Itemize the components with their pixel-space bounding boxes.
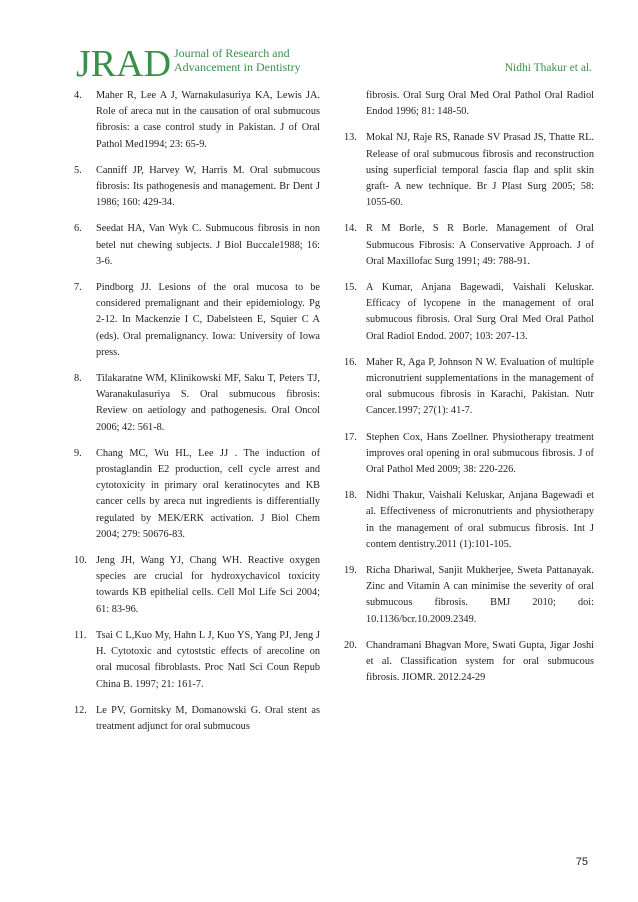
reference-item <box>344 488 594 553</box>
reference-item <box>344 280 594 345</box>
reference-text: Stephen Cox, Hans Zoellner. Physiotherapy treatment improves oral opening in oral submucous fibrosis. J of Oral Pathol Med 2009; 38: 220-226. <box>366 431 594 476</box>
references-right-column <box>344 88 594 697</box>
reference-number: 17. <box>344 431 357 443</box>
reference-number: 7. <box>74 282 82 294</box>
reference-number: 8. <box>74 373 82 385</box>
reference-item <box>344 430 594 479</box>
reference-text: Richa Dhariwal, Sanjit Mukherjee, Sweta Pattanayak. Zinc and Vitamin A can minimise the severity of oral submucous fibrosis. BMJ 2010; doi: 10.1136/bcr.10.2009.2349. <box>366 565 594 625</box>
reference-item <box>74 371 320 436</box>
reference-text: Maher R, Aga P, Johnson N W. Evaluation of multiple micronutrient supplementations in the management of oral submucous fibrosis in Karachi, Pakistan. Nutr Cancer.1997; 27(1): 41-7. <box>366 356 594 417</box>
reference-text: Tsai C L,Kuo My, Hahn L J, Kuo YS, Yang PJ, Jeng J H. Cytotoxic and cytoststic effects of arecoline on oral mucosal fibroblasts. Proc Natl Sci Coun Repub China B. 1997; 21: 161-7. <box>96 629 320 690</box>
reference-item <box>74 703 320 735</box>
journal-name <box>174 46 301 74</box>
journal-header <box>76 44 596 84</box>
reference-number: 9. <box>74 447 82 459</box>
reference-text: Pindborg JJ. Lesions of the oral mucosa to be considered premalignant and their epidemiology. Pg 2-12. In Mackenzie I C, Dabelsteen E, Squier C A (eds). Oral premalignancy. Iowa: University of Iowa press. <box>96 282 320 358</box>
reference-text: Nidhi Thakur, Vaishali Keluskar, Anjana Bagewadi et al. Effectiveness of micronutrients and physiotherapy in the management of oral submucus fibrosis. Int J contem dentistry.2011 (1):101-105. <box>366 490 594 550</box>
page-number: 75 <box>575 856 588 868</box>
reference-item <box>344 130 594 211</box>
reference-item <box>74 163 320 212</box>
reference-item <box>74 628 320 693</box>
journal-name-line-1: Journal of Research and <box>174 46 290 60</box>
reference-item <box>74 280 320 361</box>
reference-number: 18. <box>344 490 357 502</box>
reference-number: 16. <box>344 356 357 368</box>
reference-text: Le PV, Gornitsky M, Domanowski G. Oral stent as treatment adjunct for oral submucous <box>96 704 320 732</box>
reference-number: 10. <box>74 555 87 567</box>
reference-item <box>344 221 594 270</box>
reference-text: Maher R, Lee A J, Warnakulasuriya KA, Lewis JA. Role of areca nut in the causation of oral submucous fibrosis: a case control study in Pakistan. J of Oral Pathol Med1994; 23: 65-9. <box>96 90 320 150</box>
reference-text: Chang MC, Wu HL, Lee JJ . The induction of prostaglandin E2 production, cell cycle arrest and cytotoxicity in primary oral keratinocytes and KB cancer cells by areca nut ingredients is differentially regulated by MEK/ERK activation. J Biol Chem 2004; 279: 50676-83. <box>96 447 320 540</box>
reference-item <box>74 88 320 153</box>
reference-number: 15. <box>344 282 357 294</box>
reference-text: Jeng JH, Wang YJ, Chang WH. Reactive oxygen species are crucial for hydroxychavicol toxicity towards KB epithelial cells. Cell Mol Life Sci 2004; 61: 83-96. <box>96 555 320 615</box>
reference-text: Tilakaratne WM, Klinikowski MF, Saku T, Peters TJ, Waranakulasuriya S. Oral submucous fibrosis: Review on aetiology and pathogenesis. Oral Oncol 2006; 42: 561-8. <box>96 373 320 433</box>
reference-text: Seedat HA, Van Wyk C. Submucous fibrosis in non betel nut chewing subjects. J Biol Buccale1988; 16: 3-6. <box>96 223 320 267</box>
reference-number: 13. <box>344 132 357 144</box>
reference-number: 19. <box>344 565 357 577</box>
reference-text: A Kumar, Anjana Bagewadi, Vaishali Keluskar. Efficacy of lycopene in the management of oral submucous fibrosis. Oral Surg Oral Med Oral Pathol Oral Radiol Endod. 2007; 103: 207-13. <box>366 282 594 342</box>
reference-number: 6. <box>74 223 82 235</box>
reference-item <box>74 553 320 618</box>
reference-number: 14. <box>344 223 357 235</box>
reference-text: Canniff JP, Harvey W, Harris M. Oral submucous fibrosis: Its pathogenesis and management. Br Dent J 1986; 160: 429-34. <box>96 164 320 209</box>
reference-text: fibrosis. Oral Surg Oral Med Oral Pathol Oral Radiol Endod 1996; 81: 148-50. <box>366 90 594 118</box>
references-left-column <box>74 88 320 745</box>
reference-number: 12. <box>74 704 87 716</box>
reference-item <box>344 355 594 420</box>
reference-item-continued <box>344 88 594 120</box>
journal-name-line-2: Advancement in Dentistry <box>174 60 301 74</box>
reference-number: 4. <box>74 90 82 101</box>
running-author: Nidhi Thakur et al. <box>504 62 592 74</box>
reference-number: 5. <box>74 164 82 176</box>
reference-item <box>74 221 320 270</box>
journal-logo: JRAD <box>76 43 172 85</box>
reference-text: Chandramani Bhagvan More, Swati Gupta, Jigar Joshi et al. Classification system for oral submucous fibrosis. JIOMR. 2012.24-29 <box>366 639 594 684</box>
reference-text: R M Borle, S R Borle. Management of Oral Submucous Fibrosis: A Conservative Approach. J of Oral Maxillofac Surg 1991; 49: 788-91. <box>366 223 594 267</box>
reference-item <box>344 638 594 687</box>
reference-text: Mokal NJ, Raje RS, Ranade SV Prasad JS, Thatte RL. Release of oral submucous fibrosis and reconstruction using superficial temporal fascia flap and split skin graft- A new technique. Br J Plast Surg 2005; 58: 1055-60. <box>366 132 594 209</box>
reference-item <box>344 563 594 628</box>
reference-number: 20. <box>344 639 357 651</box>
reference-number: 11. <box>74 629 87 641</box>
reference-item <box>74 446 320 543</box>
